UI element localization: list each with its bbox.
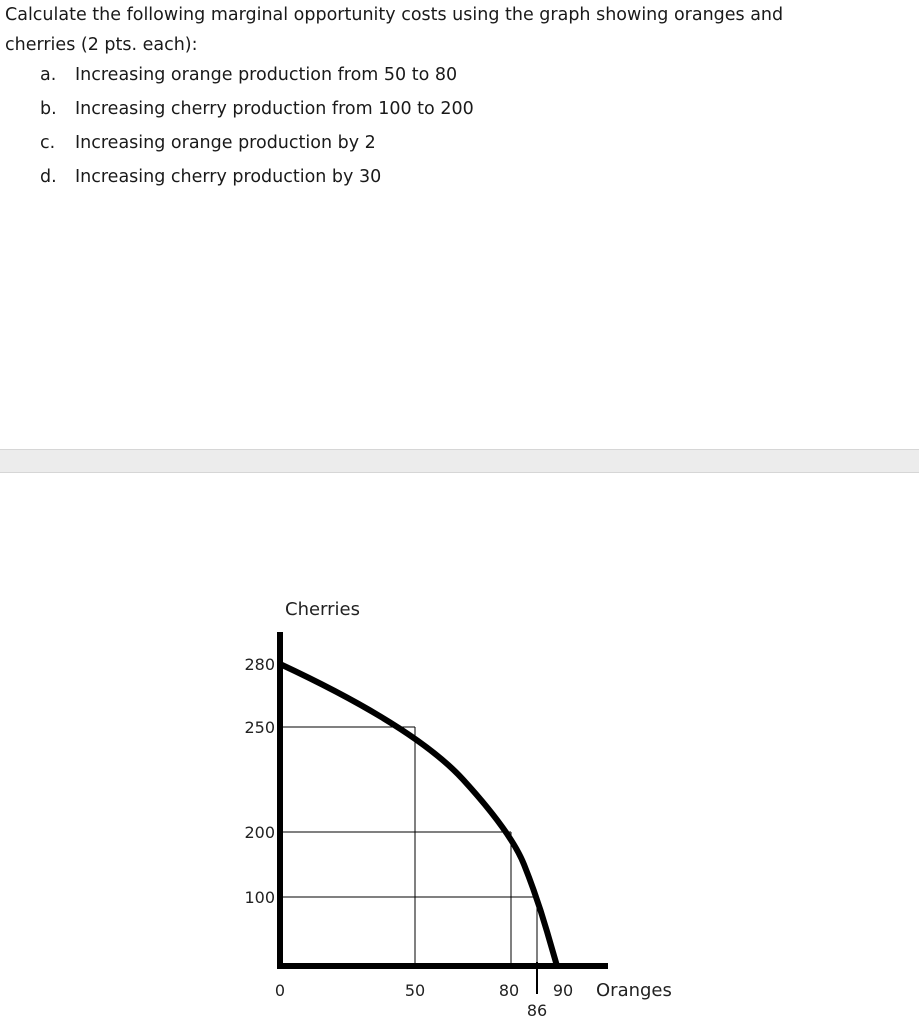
intro-line-2: cherries (2 pts. each):	[5, 35, 198, 55]
x-axis-title: Oranges	[596, 980, 672, 1001]
guide-lines	[280, 727, 537, 966]
x-tick-label: 86	[526, 1001, 548, 1020]
intro-line-1: Calculate the following marginal opportunity costs using the graph showing oranges and	[5, 5, 784, 25]
question-text: Increasing orange production by 2	[75, 133, 376, 153]
question-letter: d.	[40, 167, 57, 187]
x-tick-label: 90	[552, 981, 574, 1000]
y-tick-label: 100	[244, 888, 275, 907]
question-letter: b.	[40, 99, 57, 119]
question-text: Increasing cherry production from 100 to 200	[75, 99, 474, 119]
y-tick-label: 280	[244, 655, 275, 674]
y-tick-label: 250	[244, 718, 275, 737]
ppf-curve	[280, 664, 557, 966]
x-tick-label: 0	[274, 981, 286, 1000]
y-axis-title: Cherries	[285, 599, 360, 620]
question-letter: c.	[40, 133, 56, 153]
y-tick-label: 200	[244, 823, 275, 842]
question-text: Increasing orange production from 50 to 80	[75, 65, 458, 85]
question-letter: a.	[40, 65, 57, 85]
x-tick-label: 80	[498, 981, 520, 1000]
x-tick-label: 50	[404, 981, 426, 1000]
question-text: Increasing cherry production by 30	[75, 167, 382, 187]
